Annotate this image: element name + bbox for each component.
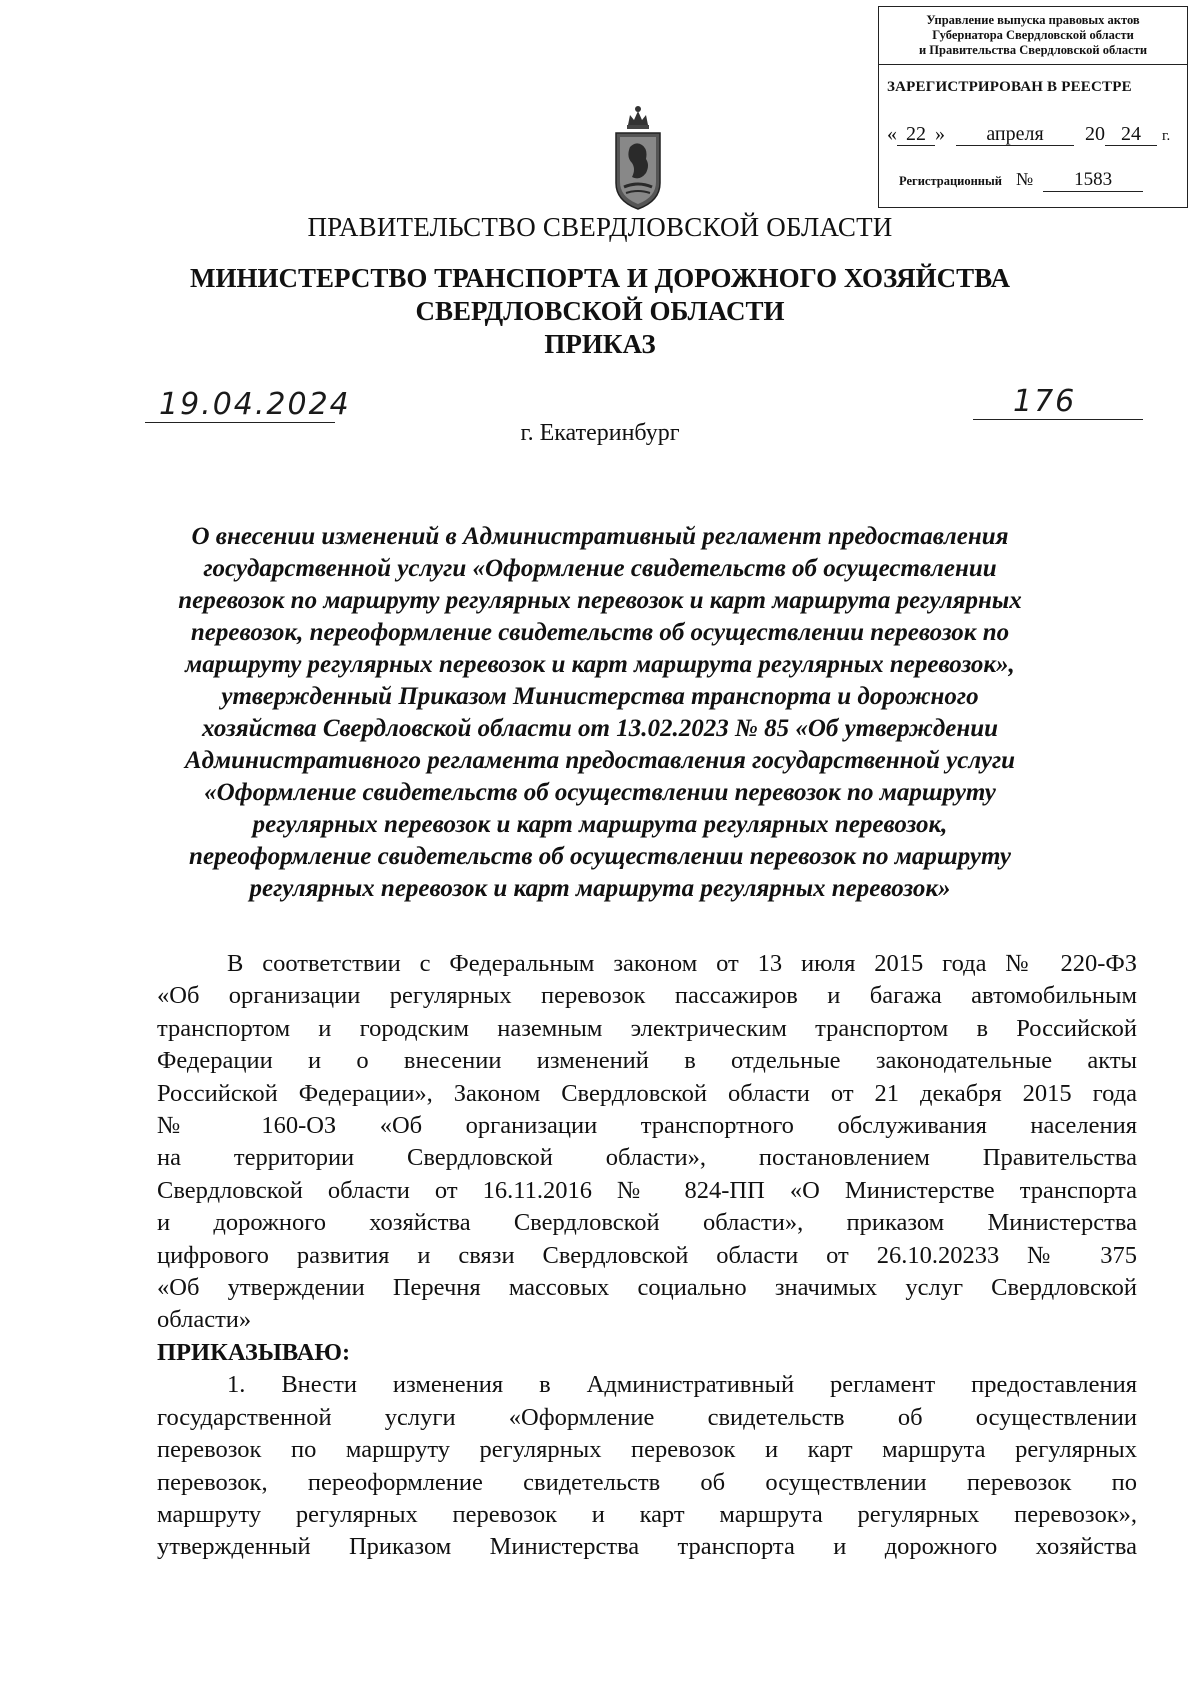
item-1-line: государственной услуги «Оформление свидетельств об осуществлении bbox=[157, 1403, 1137, 1431]
government-name: ПРАВИТЕЛЬСТВО СВЕРДЛОВСКОЙ ОБЛАСТИ bbox=[307, 212, 893, 242]
title-line: «Оформление свидетельств об осуществлении перевозок по маршруту bbox=[204, 779, 996, 806]
ministry-name-line: СВЕРДЛОВСКОЙ ОБЛАСТИ bbox=[415, 296, 785, 326]
stamp-number-sign: № bbox=[1015, 169, 1034, 189]
title-line: регулярных перевозок и карт маршрута регулярных перевозок» bbox=[249, 875, 951, 902]
preamble-line: «Об утверждении Перечня массовых социально значимых услуг Свердловской bbox=[157, 1274, 1137, 1302]
stamp-number-row bbox=[899, 169, 1143, 192]
document-type: ПРИКАЗ bbox=[544, 329, 656, 359]
ministry-block bbox=[0, 262, 1200, 361]
preamble-line: транспортом и городским наземным электрическим транспортом в Российской bbox=[157, 1014, 1137, 1042]
stamp-close-quote: » bbox=[935, 123, 945, 145]
stamp-registered-label: ЗАРЕГИСТРИРОВАН В РЕЕСТРЕ bbox=[887, 79, 1132, 95]
item-1-line: перевозок по маршруту регулярных перевозок и карт маршрута регулярных bbox=[157, 1436, 1137, 1464]
stamp-year-mark: г. bbox=[1162, 128, 1171, 144]
registration-stamp bbox=[878, 6, 1188, 208]
title-line: Административного регламента предоставления государственной услуги bbox=[184, 747, 1016, 774]
handwritten-date: 19.04.2024 bbox=[145, 388, 335, 423]
stamp-reg-label: Регистрационный bbox=[899, 174, 1002, 188]
city-name: г. Екатеринбург bbox=[520, 420, 680, 446]
item-1-line: утвержденный Приказом Министерства транспорта и дорожного хозяйства bbox=[157, 1533, 1137, 1561]
handwritten-number: 176 bbox=[973, 385, 1143, 420]
preamble-line: на территории Свердловской области», постановлением Правительства bbox=[157, 1144, 1137, 1172]
stamp-open-quote: « bbox=[887, 123, 897, 145]
stamp-header-line: и Правительства Свердловской области bbox=[918, 43, 1148, 57]
title-line: регулярных перевозок и карт маршрута регулярных перевозок, bbox=[252, 811, 948, 838]
stamp-reg-number: 1583 bbox=[1043, 169, 1143, 192]
stamp-year-prefix: 20 bbox=[1085, 123, 1105, 145]
title-line: хозяйства Свердловской области от 13.02.2023 № 85 «Об утверждении bbox=[201, 715, 999, 742]
title-line: перевозок по маршруту регулярных перевозок и карт маршрута регулярных bbox=[178, 587, 1022, 614]
title-line: государственной услуги «Оформление свидетельств об осуществлении bbox=[203, 555, 997, 582]
order-word: ПРИКАЗЫВАЮ: bbox=[157, 1338, 351, 1366]
preamble-line: области» bbox=[157, 1306, 252, 1334]
item-1-line: 1. Внести изменения в Административный регламент предоставления bbox=[227, 1371, 1137, 1399]
title-line: переоформление свидетельств об осуществлении перевозок по маршруту bbox=[189, 843, 1011, 870]
title-line: перевозок, переоформление свидетельств об осуществлении перевозок по bbox=[190, 619, 1010, 646]
order-title bbox=[130, 521, 1070, 905]
order-body bbox=[157, 948, 1137, 1564]
preamble-line: цифрового развития и связи Свердловской области от 26.10.20233 № 375 bbox=[157, 1241, 1137, 1269]
preamble-line: Федерации и о внесении изменений в отдельные законодательные акты bbox=[157, 1047, 1137, 1075]
preamble-line: Российской Федерации», Законом Свердловской области от 21 декабря 2015 года bbox=[157, 1079, 1137, 1107]
stamp-day: 22 bbox=[897, 123, 935, 146]
title-line: О внесении изменений в Административный регламент предоставления bbox=[191, 523, 1009, 550]
preamble-line: Свердловской области от 16.11.2016 № 824-ПП «О Министерстве транспорта bbox=[157, 1176, 1137, 1204]
preamble-line: В соответствии с Федеральным законом от 13 июля 2015 года № 220-ФЗ bbox=[227, 950, 1137, 977]
stamp-header bbox=[879, 7, 1187, 65]
ministry-name-line: МИНИСТЕРСТВО ТРАНСПОРТА И ДОРОЖНОГО ХОЗЯЙСТВА bbox=[190, 263, 1010, 293]
item-1-line: маршруту регулярных перевозок и карт маршрута регулярных перевозок», bbox=[157, 1500, 1137, 1528]
stamp-header-line: Управление выпуска правовых актов bbox=[926, 13, 1140, 27]
title-line: маршруту регулярных перевозок и карт маршрута регулярных перевозок», bbox=[185, 651, 1015, 678]
preamble-line: № 160-ОЗ «Об организации транспортного обслуживания населения bbox=[157, 1112, 1137, 1140]
stamp-month: апреля bbox=[956, 123, 1074, 146]
preamble-line: «Об организации регулярных перевозок пассажиров и багажа автомобильным bbox=[157, 982, 1137, 1010]
stamp-header-line: Губернатора Свердловской области bbox=[932, 28, 1134, 42]
title-line: утвержденный Приказом Министерства транспорта и дорожного bbox=[221, 683, 979, 710]
stamp-year-suffix: 24 bbox=[1105, 123, 1157, 146]
item-1-line: перевозок, переоформление свидетельств об осуществлении перевозок по bbox=[157, 1468, 1137, 1496]
preamble-line: и дорожного хозяйства Свердловской области», приказом Министерства bbox=[157, 1209, 1137, 1237]
coat-of-arms-icon bbox=[610, 103, 666, 211]
stamp-date bbox=[887, 123, 1183, 146]
